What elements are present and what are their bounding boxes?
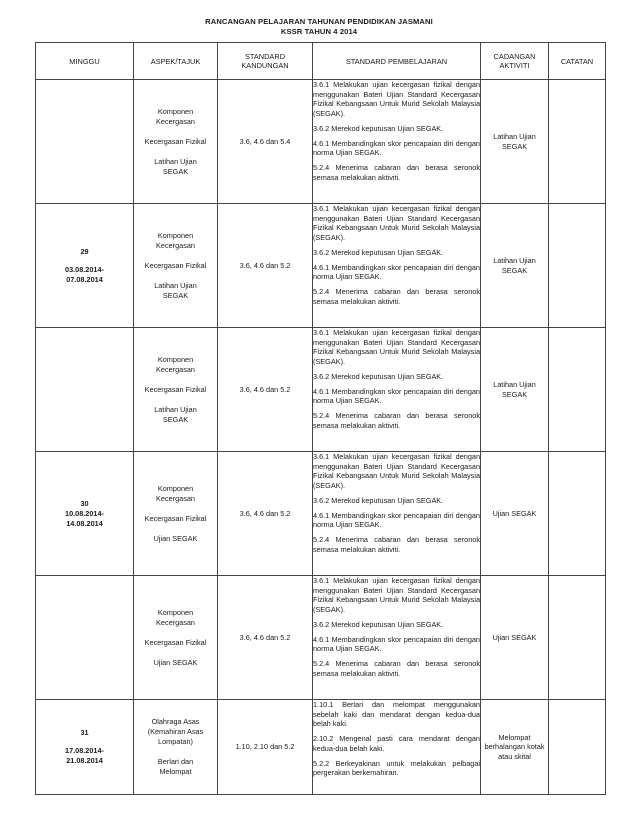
pembelajaran-cell (313, 700, 481, 795)
cadangan-line: Melompat (498, 732, 531, 742)
aspek-line: Latihan Ujian (154, 156, 197, 166)
week-cell (36, 576, 134, 700)
cadangan-line: SEGAK (501, 265, 528, 275)
standard-item: 4.6.1 Membandingkan skor pencapaian diri dengan norma Ujian SEGAK. (313, 634, 480, 653)
week-range-end: 07.08.2014 (66, 274, 103, 284)
aspek-line: Komponen (157, 483, 194, 493)
cadangan-cell (481, 700, 549, 795)
catatan-cell (549, 328, 606, 452)
week-range-end: 21.08.2014 (66, 756, 103, 765)
aspek-line: Berlari dan (157, 757, 194, 766)
aspek-line: Kecergasan (156, 240, 195, 250)
standard-item: 4.6.1 Membandingkan skor pencapaian diri dengan norma Ujian SEGAK. (313, 262, 480, 281)
aspek-cell (134, 576, 218, 700)
header-cadangan (481, 43, 549, 80)
aspek-line: Kecergasan Fizikal (144, 513, 207, 523)
table-row (36, 576, 606, 700)
week-cell (36, 328, 134, 452)
table-body (36, 80, 606, 795)
catatan-cell (549, 204, 606, 328)
aspek-line: Kecergasan (156, 617, 195, 627)
document-title-line2: KSSR TAHUN 4 2014 (280, 27, 358, 36)
aspek-cell (134, 204, 218, 328)
header-kandungan (218, 43, 313, 80)
aspek-line: Komponen (157, 607, 194, 617)
standard-item: 3.6.2 Merekod keputusan Ujian SEGAK. (313, 247, 444, 257)
cadangan-line: Latihan Ujian (493, 380, 536, 389)
catatan-cell (549, 700, 606, 795)
table-row (36, 204, 606, 328)
week-cell (36, 452, 134, 576)
standard-item: 1.10.1 Berlari dan melompat menggunakan sebelah kaki dan mendarat dengan kedua-dua belah kaki. (313, 700, 480, 728)
header-cadangan-line1: CADANGAN (493, 52, 536, 61)
table-row (36, 80, 606, 204)
cadangan-line: SEGAK (501, 389, 528, 399)
standard-item: 5.2.4 Menerima cabaran dan berasa seronok semasa melakukan aktiviti. (313, 535, 480, 554)
aspek-line: Kecergasan Fizikal (144, 637, 207, 647)
standard-item: 4.6.1 Membandingkan skor pencapaian diri dengan norma Ujian SEGAK. (313, 138, 480, 157)
standard-item: 5.2.4 Menerima cabaran dan berasa seronok semasa melakukan aktiviti. (313, 659, 480, 678)
week-range (36, 509, 133, 529)
aspek-line: Lompatan) (158, 737, 193, 746)
header-cadangan-line2: AKTIVITI (499, 61, 530, 70)
week-number: 29 (80, 246, 89, 256)
standard-item: 3.6.2 Merekod keputusan Ujian SEGAK. (313, 371, 444, 381)
standard-item: 3.6.1 Melakukan ujian kecergasan fizikal dengan menggunakan Bateri Ujian Standard Kecergasan Fizikal Kebangsaan Untuk Murid Sekolah Malaysia (SEGAK). (313, 576, 480, 614)
standard-item: 3.6.1 Melakukan ujian kecergasan fizikal dengan menggunakan Bateri Ujian Standard Kecergasan Fizikal Kebangsaan Untuk Murid Sekolah Malaysia (SEGAK). (313, 328, 480, 366)
standard-item: 3.6.1 Melakukan ujian kecergasan fizikal dengan menggunakan Bateri Ujian Standard Kecergasan Fizikal Kebangsaan Untuk Murid Sekolah Malaysia (SEGAK). (313, 452, 480, 490)
week-range (36, 265, 133, 285)
pembelajaran-cell (313, 204, 481, 328)
header-aspek: ASPEK/TAJUK (134, 43, 218, 80)
standard-item: 3.6.1 Melakukan ujian kecergasan fizikal dengan menggunakan Bateri Ujian Standard Kecergasan Fizikal Kebangsaan Untuk Murid Sekolah Malaysia (SEGAK). (313, 80, 480, 118)
standard-item: 3.6.2 Merekod keputusan Ujian SEGAK. (313, 495, 444, 505)
header-pembelajaran: STANDARD PEMBELAJARAN (313, 43, 481, 80)
standard-item: 5.2.4 Menerima cabaran dan berasa seronok semasa melakukan aktiviti. (313, 163, 480, 182)
aspek-line: Kecergasan (156, 364, 195, 374)
cadangan-line: berhalangan kotak (484, 742, 545, 752)
cadangan-cell (481, 80, 549, 204)
aspek-line: Ujian SEGAK (153, 533, 198, 543)
aspek-line: Komponen (157, 230, 194, 240)
aspek-cell (134, 80, 218, 204)
cadangan-line: atau skital (498, 751, 531, 761)
standard-item: 3.6.2 Merekod keputusan Ujian SEGAK. (313, 619, 444, 629)
aspek-line: Kecergasan (156, 116, 195, 126)
aspek-cell (134, 452, 218, 576)
aspek-cell (134, 700, 218, 795)
aspek-line: Kecergasan Fizikal (144, 136, 207, 146)
standard-item: 2.10.2 Mengenal pasti cara mendarat dengan kedua-dua belah kaki. (313, 734, 480, 753)
standard-item: 3.6.2 Merekod keputusan Ujian SEGAK. (313, 123, 444, 133)
table-row (36, 452, 606, 576)
kandungan-cell: 1.10, 2.10 dan 5.2 (218, 700, 313, 795)
table-row (36, 700, 606, 795)
pembelajaran-cell (313, 576, 481, 700)
aspek-line: (Kemahiran Asas (147, 727, 204, 736)
pembelajaran-cell (313, 80, 481, 204)
document-title (0, 17, 638, 37)
cadangan-line: Latihan Ujian (493, 132, 536, 141)
aspek-line: Latihan Ujian (154, 280, 197, 290)
week-range-start: 03.08.2014- (65, 264, 104, 274)
aspek-line: Olahraga Asas (151, 717, 200, 726)
pembelajaran-cell (313, 452, 481, 576)
aspek-cell (134, 328, 218, 452)
aspek-line: SEGAK (162, 414, 189, 424)
standard-item: 5.2.4 Menerima cabaran dan berasa seronok semasa melakukan aktiviti. (313, 411, 480, 430)
week-range (36, 746, 133, 766)
aspek-line: Melompat (159, 767, 192, 776)
week-cell (36, 80, 134, 204)
week-range-start: 17.08.2014- (65, 746, 104, 755)
aspek-line: SEGAK (162, 290, 189, 300)
header-kandungan-line2: KANDUNGAN (241, 61, 289, 70)
table-row (36, 328, 606, 452)
header-minggu: MINGGU (36, 43, 134, 80)
week-number: 30 (80, 498, 89, 508)
header-catatan: CATATAN (549, 43, 606, 80)
cadangan-cell (481, 576, 549, 700)
catatan-cell (549, 576, 606, 700)
aspek-line: Komponen (157, 106, 194, 116)
kandungan-cell: 3.6, 4.6 dan 5.2 (218, 576, 313, 700)
document-title-line1: RANCANGAN PELAJARAN TAHUNAN PENDIDIKAN JASMANI (205, 17, 433, 26)
kandungan-cell: 3.6, 4.6 dan 5.2 (218, 204, 313, 328)
cadangan-line: Ujian SEGAK (492, 508, 537, 518)
lesson-plan-table (35, 42, 606, 795)
standard-item: 5.2.4 Menerima cabaran dan berasa seronok semasa melakukan aktiviti. (313, 287, 480, 306)
aspek-line: Komponen (157, 354, 194, 364)
standard-item: 3.6.1 Melakukan ujian kecergasan fizikal dengan menggunakan Bateri Ujian Standard Kecergasan Fizikal Kebangsaan Untuk Murid Sekolah Malaysia (SEGAK). (313, 204, 480, 242)
aspek-line: Kecergasan Fizikal (144, 260, 207, 270)
aspek-line: Ujian SEGAK (153, 657, 198, 667)
aspek-line: Kecergasan (156, 493, 195, 503)
cadangan-cell (481, 328, 549, 452)
cadangan-cell (481, 452, 549, 576)
aspek-line: Kecergasan Fizikal (144, 384, 207, 394)
catatan-cell (549, 80, 606, 204)
catatan-cell (549, 452, 606, 576)
week-range-end: 14.08.2014 (66, 518, 103, 528)
standard-item: 4.6.1 Membandingkan skor pencapaian diri dengan norma Ujian SEGAK. (313, 510, 480, 529)
standard-item: 5.2.2 Berkeyakinan untuk melakukan pelbagai pergerakan berkemahiran. (313, 758, 480, 777)
cadangan-line: SEGAK (501, 141, 528, 151)
week-cell (36, 700, 134, 795)
cadangan-line: Ujian SEGAK (492, 632, 537, 642)
week-range-start: 10.08.2014- (65, 508, 104, 518)
aspek-line: SEGAK (162, 166, 189, 176)
week-number: 31 (80, 728, 89, 737)
table-header-row (36, 43, 606, 80)
standard-item: 4.6.1 Membandingkan skor pencapaian diri dengan norma Ujian SEGAK. (313, 386, 480, 405)
kandungan-cell: 3.6, 4.6 dan 5.2 (218, 452, 313, 576)
kandungan-cell: 3.6, 4.6 dan 5.2 (218, 328, 313, 452)
cadangan-line: Latihan Ujian (493, 256, 536, 265)
kandungan-cell: 3.6, 4.6 dan 5.4 (218, 80, 313, 204)
week-cell (36, 204, 134, 328)
aspek-line: Latihan Ujian (154, 404, 197, 414)
header-kandungan-line1: STANDARD (244, 52, 286, 61)
pembelajaran-cell (313, 328, 481, 452)
cadangan-cell (481, 204, 549, 328)
